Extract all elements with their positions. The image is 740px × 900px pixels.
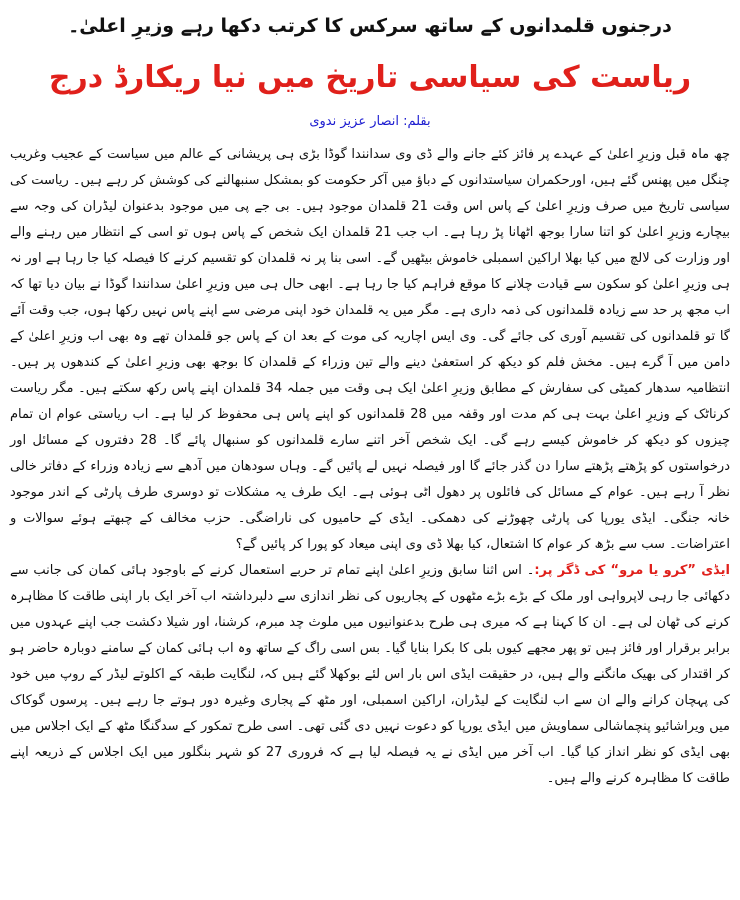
section-lead-in: ایڈی ”کرو یا مرو“ کی ڈگر پر: <box>534 563 730 578</box>
article-paragraph-2-text: ۔ اس اثنا سابق وزیرِ اعلیٰ اپنے تمام تر حربے استعمال کرنے کے باوجود ہائی کمان کی جانب سے دکھائی جا رہی لاپرواہی اور ملک کے بڑے بڑے مٹھوں کے پجاریوں کی نظر اندازی سے دلبرداشتہ اب آخر ایک بار اپنی طاقت کا مظاہرہ کرنے کی ٹھان لی ہے۔ ان کا کہنا ہے کہ میری ہی طرح بدعنوانیوں میں ملوث چد مبرم، کرشنا، اور شیلا دکشت جب اپنے عہدوں میں برابر برقرار اور فائز ہیں تو پھر مجھے کیوں بلی کا بکرا بنایا گیا۔ بس اسی راگ کے ساتھ وہ اب ہائی کمان کے سامنے دوبارہ حاضر ہو کر اقتدار کی بھیک مانگنے والے ہیں، در حقیقت ایڈی اس بار اس لئے بوکھلا گئے ہیں کہ، لنگایت طبقہ کے اکلوتے لیڈر کے روپ میں خود کی پہچان کرانے والے ان سے اب لنگایت کے لیڈران، اراکین اسمبلی، اور مٹھ کے پجاری وغیرہ دور ہوتے جا رہے ہیں۔ پرسوں گوکاک میں ویراشائیو پنچماشالی سماویش میں ایڈی یورپا کو دعوت نہیں دی گئی تھی۔ اسی طرح تمکور کے سدگنگا مٹھ کے ایک اجلاس میں بھی ایڈی کو نظر انداز کیا گیا۔ اب آخر میں ایڈی نے یہ فیصلہ لیا ہے کہ فروری 27 کو شہر بنگلور میں ایک اجلاس کے ذریعہ اپنے طاقت کا مظاہرہ کرنے والے ہیں۔ <box>10 563 731 786</box>
article-kicker: درجنوں قلمدانوں کے ساتھ سرکس کا کرتب دکھا رہے وزیرِ اعلیٰ۔ <box>68 15 672 37</box>
article-paragraph-1: چھ ماہ قبل وزیرِ اعلیٰ کے عہدے پر فائز کئے جانے والے ڈی وی سدانندا گوڈا بڑی ہی پریشانی کے عالم میں سیاست کے عجیب وغریب چنگل میں پھنس گئے ہیں، اورحکمران سیاستدانوں کے دباؤ میں آکر حکومت کو بمشکل سنبھالنے کی کوشش کر رہے ہیں۔ ریاست کی سیاسی تاریخ میں صرف وزیرِ اعلیٰ کے پاس اس وقت 21 قلمدان موجود ہیں۔ بی جے پی میں موجود بدعنوان لیڈران کی وجہ سے بیچارے وزیرِ اعلیٰ کو اتنا سارا بوجھ اٹھانا پڑ رہا ہے۔ اب جب 21 قلمدان ایک شخص کے پاس ہوں تو اسی کے انتظار میں رہنے والے اور وزارت کی لالچ میں کیا بھلا اراکین اسمبلی خاموش بیٹھیں گے۔ اسی بنا پر نہ قلمدان کو تقسیم کرنے کا فیصلہ کیا جا رہا ہے اور نہ ہی وزیرِ اعلیٰ کو سکون سے قیادت چلانے کا موقع فراہم کیا جا رہا ہے۔ ابھی حال ہی میں وزیرِ اعلیٰ سدانندا گوڈا نے بیان دیا تھا کہ اب مجھ پر حد سے زیادہ قلمدانوں کی ذمہ داری ہے۔ مگر میں یہ قلمدان خود اپنی مرضی سے اپنے پاس نہیں رکھا ہوں، جب وقت آئے گا تو قلمدانوں کی تقسیم آوری کی جائے گی۔ وی ایس اچاریہ کی موت کے بعد ان کے پاس جو قلمدان تھے وہ بھی اب وزیرِ اعلیٰ کے دامن میں آ گرے ہیں۔ مخش فلم کو دیکھ کر استعفیٰ دینے والے تین وزراء کے قلمدان کا بوجھ بھی وزیرِ اعلیٰ کے کندھوں پر ہیں۔ انتظامیہ سدھار کمیٹی کی سفارش کے مطابق وزیرِ اعلیٰ ایک ہی وقت میں جملہ 34 قلمدان اپنے پاس رکھ سکتے ہیں۔ مگر ریاست کرناٹک کے وزیرِ اعلیٰ بہت ہی کم مدت اور وقفہ میں 28 قلمدانوں کو اپنے پاس ہی محفوظ کر لیا ہے۔ اب ریاستی عوام ان تمام چیزوں کو دیکھ کر خاموش کیسے رہے گی۔ ایک شخص آخر اتنے سارے قلمدانوں کو سنبھال پائے گا۔ 28 دفتروں کے مسائل اور درخواستوں کو پڑھتے پڑھتے سارا دن گذر جائے گا اور فیصلہ نہیں لے پائیں گے۔ وہاں سودھان میں آدھے سے زیادہ وزراء کے دفاتر خالی نظر آ رہے ہیں۔ عوام کے مسائل کی فائلوں پر دھول اٹی ہوئی ہے۔ ایک طرف یہ مشکلات تو دوسری طرف پارٹی کے اندر موجود خانہ جنگی۔ ایڈی یورپا کی پارٹی چھوڑنے کی دھمکی۔ ایڈی کے حامیوں کی ناراضگی۔ حزب مخالف کے چبھتے ہوئے سوالات و اعتراضات۔ سب سے بڑھ کر عوام کا اشتعال، کیا بھلا ڈی وی اپنی میعاد کو پورا کر پائیں گے؟ <box>10 147 730 552</box>
article-byline: بقلم: انصار عزیز ندوی <box>309 114 431 129</box>
article-paragraph-2 <box>10 558 730 792</box>
article-body <box>10 142 730 792</box>
article-headline: ریاست کی سیاسی تاریخ میں نیا ریکارڈ درج <box>48 60 692 95</box>
